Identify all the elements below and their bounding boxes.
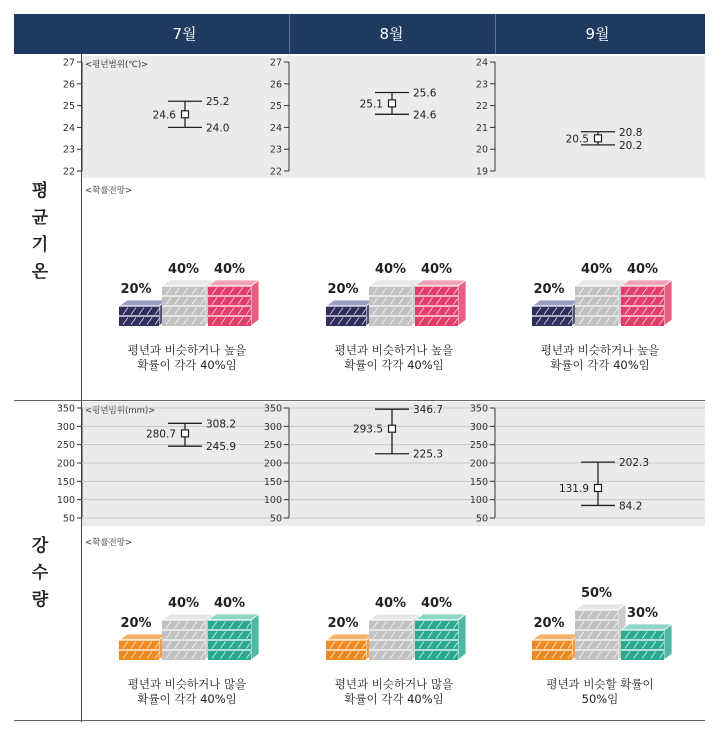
prob-text-line: 평년과 비슷하거나 높을 (540, 343, 660, 357)
temp-prob-jul-bar-2-top (208, 280, 259, 286)
rain-prob-aug-bar-label-0: 20% (327, 616, 359, 631)
temp-range-aug-center-label: 25.1 (359, 98, 383, 111)
rain-prob-sep-bar-2-side (664, 624, 672, 660)
temp-range-aug-tick-label: 25 (269, 101, 282, 113)
rain-prob-text-sep (500, 677, 700, 707)
rain-range-sep-tick-label: 350 (469, 403, 488, 415)
prob-text-line: 50%임 (581, 692, 619, 706)
temp-range-sep-tick-label: 21 (475, 122, 488, 134)
temp-range-jul-tick-label: 24 (62, 122, 75, 134)
rain-prob-jul-bar-label-1: 40% (167, 596, 200, 611)
temp-prob-jul-bar-label-2: 40% (213, 262, 246, 277)
temp-range-sep-tick-label: 24 (475, 57, 488, 69)
rain-prob-jul-bar-2-side (251, 614, 259, 660)
temp-prob-sep-bar-label-0: 20% (533, 282, 565, 297)
rain-range-sep-tick-label: 50 (475, 513, 488, 525)
temp-prob-text-jul (87, 343, 287, 373)
rain-prob-sep-bar-label-2: 30% (626, 606, 659, 621)
rain-range-aug-tick-label: 50 (269, 513, 282, 525)
temp-prob-sep-bar-1-top (575, 280, 626, 286)
temp-range-jul-tick-label: 26 (62, 79, 75, 91)
row-label-char: 수 (31, 563, 49, 583)
temp-range-aug-tick-label: 24 (269, 122, 282, 134)
rain-prob-jul-bar-1-top (162, 614, 213, 620)
temp-prob-text-sep (500, 343, 700, 373)
temp-prob-aug-bar-label-2: 40% (420, 262, 453, 277)
temp-range-jul-tick-label: 22 (62, 166, 75, 178)
rain-range-jul-tick-label: 200 (56, 458, 75, 470)
temp-range-aug-tick-label: 27 (269, 57, 282, 69)
temp-prob-jul-bar-label-1: 40% (167, 262, 200, 277)
temp-range-sep-upper-label: 20.8 (619, 126, 643, 139)
rain-range-aug-tick-label: 350 (263, 403, 282, 415)
temp-range-jul-lower-label: 24.0 (206, 122, 230, 135)
rain-prob-text-aug (294, 677, 494, 707)
row-label-char: 기 (31, 235, 49, 255)
rain-range-sep-tick-label: 100 (469, 495, 488, 507)
rain-range-jul-tick-label: 50 (62, 513, 75, 525)
rain-prob-jul-bar-2-top (208, 614, 259, 620)
temp-prob-text-aug (294, 343, 494, 373)
row-label-char: 온 (31, 262, 49, 282)
rain-prob-aug-bar-2-top (415, 614, 466, 620)
rain-range-jul-tick-label: 100 (56, 495, 75, 507)
temp-range-caption: <평년범위(℃)> (85, 60, 149, 70)
temp-range-sep-tick-label: 19 (475, 166, 488, 178)
rain-range-jul-tick-label: 350 (56, 403, 75, 415)
rain-range-sep-tick-label: 300 (469, 421, 488, 433)
rain-prob-sep-bar-label-1: 50% (580, 586, 613, 601)
temp-range-aug-tick-label: 23 (269, 144, 282, 156)
rain-range-aug-upper-label: 346.7 (413, 404, 444, 417)
row-label-char: 평 (31, 181, 49, 201)
prob-text-line: 평년과 비슷하거나 많을 (127, 677, 247, 691)
rain-range-aug-tick-label: 100 (263, 495, 282, 507)
prob-text-line: 확률이 각각 40%임 (344, 692, 444, 706)
rain-range-sep-center-label: 131.9 (558, 482, 589, 495)
rain-range-sep-tick-label: 150 (469, 476, 488, 488)
temp-range-sep-tick-label: 20 (475, 144, 488, 156)
rain-prob-aug-bar-1-top (369, 614, 420, 620)
temp-range-jul-upper-label: 25.2 (206, 96, 230, 109)
temp-prob-aug-bar-2-side (458, 280, 466, 326)
rain-prob-jul-bar-label-0: 20% (120, 616, 152, 631)
rain-range-sep-tick-label: 250 (469, 440, 488, 452)
prob-text-line: 평년과 비슷할 확률이 (546, 677, 654, 691)
rain-prob-jul-bar-label-2: 40% (213, 596, 246, 611)
rain-prob-sep-bar-2-top (621, 624, 672, 630)
temp-prob-aug-bar-label-1: 40% (374, 262, 407, 277)
temp-prob-jul-bar-label-0: 20% (120, 282, 152, 297)
rain-range-sep-upper-label: 202.3 (619, 457, 650, 470)
prob-text-line: 평년과 비슷하거나 높을 (334, 343, 454, 357)
temp-prob-sep-bar-label-1: 40% (580, 262, 613, 277)
temp-prob-aug-bar-label-0: 20% (327, 282, 359, 297)
row-label-char: 량 (31, 590, 49, 610)
temp-range-jul-center-label: 24.6 (152, 109, 176, 122)
rain-prob-sep-bar-label-0: 20% (533, 616, 565, 631)
temp-prob-aug-bar-2-top (415, 280, 466, 286)
temp-prob-sep-bar-label-2: 40% (626, 262, 659, 277)
temp-range-aug-lower-label: 24.6 (413, 109, 437, 122)
month-header-sep: 9월 (585, 25, 610, 43)
temp-range-sep-center-label: 20.5 (565, 133, 589, 146)
temp-range-jul-tick-label: 25 (62, 101, 75, 113)
rain-range-jul-tick-label: 300 (56, 421, 75, 433)
rain-prob-sep-bar-1-top (575, 604, 626, 610)
temp-range-aug-upper-label: 25.6 (413, 87, 437, 100)
rain-range-aug-tick-label: 200 (263, 458, 282, 470)
rain-range-jul-center-label: 280.7 (145, 428, 176, 441)
row-label-char: 강 (31, 536, 49, 556)
prob-text-line: 확률이 각각 40%임 (344, 358, 444, 372)
rain-range-aug-tick-label: 250 (263, 440, 282, 452)
temp-prob-aug-bar-1-top (369, 280, 420, 286)
temp-range-sep-tick-label: 23 (475, 79, 488, 91)
rain-range-aug-center-label: 293.5 (352, 423, 383, 436)
month-header-jul: 7월 (172, 25, 197, 43)
rain-range-jul-tick-label: 250 (56, 440, 75, 452)
rain-range-jul-tick-label: 150 (56, 476, 75, 488)
rain-range-jul-lower-label: 245.9 (206, 441, 237, 454)
prob-text-line: 평년과 비슷하거나 높을 (127, 343, 247, 357)
temp-prob-sep-bar-2-side (664, 280, 672, 326)
rain-range-aug-tick-label: 150 (263, 476, 282, 488)
prob-text-line: 확률이 각각 40%임 (550, 358, 650, 372)
rain-prob-aug-bar-label-2: 40% (420, 596, 453, 611)
rain-prob-text-jul (87, 677, 287, 707)
temp-range-aug-tick-label: 22 (269, 166, 282, 178)
rain-prob-caption: <확률전망> (85, 538, 133, 548)
prob-text-line: 확률이 각각 40%임 (137, 358, 237, 372)
temp-range-jul-tick-label: 27 (62, 57, 75, 69)
temp-range-sep-lower-label: 20.2 (619, 139, 643, 152)
rain-range-aug-lower-label: 225.3 (413, 448, 444, 461)
temp-prob-jul-bar-1-top (162, 280, 213, 286)
prob-text-line: 평년과 비슷하거나 많을 (334, 677, 454, 691)
rain-range-aug-tick-label: 300 (263, 421, 282, 433)
temp-range-sep-tick-label: 22 (475, 101, 488, 113)
temp-prob-caption: <확률전망> (85, 186, 133, 196)
rain-range-caption: <평년범위(mm)> (85, 406, 156, 416)
temp-range-jul-tick-label: 23 (62, 144, 75, 156)
rain-range-sep-lower-label: 84.2 (619, 500, 643, 513)
rain-range-sep-tick-label: 200 (469, 458, 488, 470)
row-label-char: 균 (31, 208, 49, 228)
rain-range-jul-upper-label: 308.2 (206, 418, 237, 431)
rain-prob-aug-bar-2-side (458, 614, 466, 660)
temp-range-aug-tick-label: 26 (269, 79, 282, 91)
temp-prob-sep-bar-2-top (621, 280, 672, 286)
prob-text-line: 확률이 각각 40%임 (137, 692, 237, 706)
temp-prob-jul-bar-2-side (251, 280, 259, 326)
rain-prob-aug-bar-label-1: 40% (374, 596, 407, 611)
month-header-aug: 8월 (379, 25, 404, 43)
